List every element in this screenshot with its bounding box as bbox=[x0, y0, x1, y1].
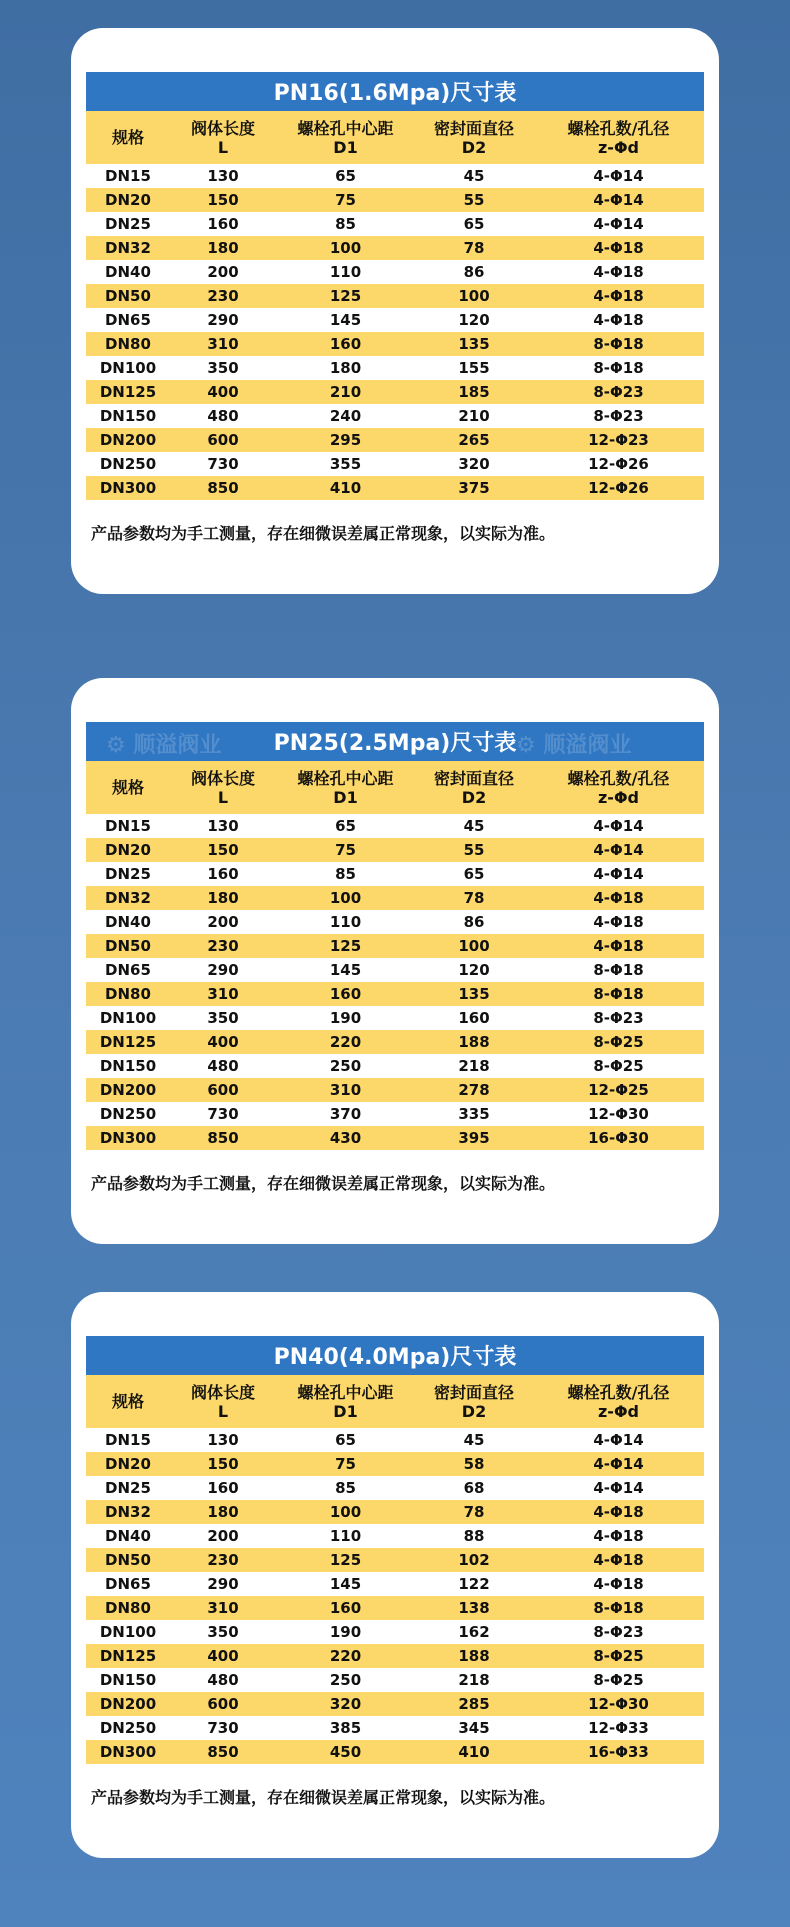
cell-bolt-holes: 4-Φ18 bbox=[593, 1575, 644, 1593]
cell-bolt-center: 385 bbox=[329, 1719, 362, 1737]
table-header bbox=[86, 761, 704, 814]
cell-length: 150 bbox=[207, 841, 239, 859]
cell-length: 160 bbox=[207, 215, 239, 233]
cell-bolt-center: 355 bbox=[329, 455, 362, 473]
table-row bbox=[86, 886, 704, 910]
cell-spec: DN300 bbox=[99, 1743, 157, 1761]
cell-bolt-holes: 8-Φ23 bbox=[593, 1623, 644, 1641]
cell-bolt-holes: 4-Φ18 bbox=[593, 889, 644, 907]
cell-spec: DN300 bbox=[99, 1129, 157, 1147]
cell-bolt-holes: 4-Φ14 bbox=[593, 1479, 644, 1497]
cell-bolt-holes: 4-Φ18 bbox=[593, 311, 644, 329]
cell-bolt-center: 110 bbox=[329, 263, 362, 281]
cell-bolt-holes: 12-Φ30 bbox=[588, 1105, 649, 1123]
spec-card-pn16 bbox=[71, 28, 719, 594]
cell-seal-diameter: 185 bbox=[458, 383, 490, 401]
cell-bolt-holes: 4-Φ14 bbox=[593, 215, 644, 233]
cell-bolt-holes: 12-Φ25 bbox=[588, 1081, 649, 1099]
cell-bolt-holes: 4-Φ18 bbox=[593, 913, 644, 931]
cell-seal-diameter: 45 bbox=[463, 1431, 485, 1449]
table-row bbox=[86, 1126, 704, 1150]
header-bolt-holes: 螺栓孔数/孔径 z-Φd bbox=[567, 1382, 670, 1421]
cell-length: 480 bbox=[207, 1671, 239, 1689]
table-row bbox=[86, 910, 704, 934]
cell-seal-diameter: 55 bbox=[463, 841, 485, 859]
cell-spec: DN80 bbox=[105, 335, 151, 353]
cell-bolt-center: 100 bbox=[329, 1503, 362, 1521]
cell-seal-diameter: 285 bbox=[458, 1695, 490, 1713]
cell-bolt-holes: 12-Φ23 bbox=[588, 431, 649, 449]
cell-bolt-center: 145 bbox=[329, 961, 362, 979]
header-spec: 规格 bbox=[111, 778, 144, 797]
cell-bolt-holes: 4-Φ18 bbox=[593, 1527, 644, 1545]
table-row bbox=[86, 260, 704, 284]
cell-spec: DN150 bbox=[99, 407, 157, 425]
cell-length: 850 bbox=[207, 479, 239, 497]
table-row bbox=[86, 1596, 704, 1620]
cell-bolt-center: 220 bbox=[329, 1033, 362, 1051]
cell-seal-diameter: 265 bbox=[458, 431, 490, 449]
cell-spec: DN100 bbox=[99, 1623, 157, 1641]
table-body bbox=[86, 1428, 704, 1764]
spec-card-pn40 bbox=[71, 1292, 719, 1858]
cell-bolt-center: 430 bbox=[329, 1129, 362, 1147]
cell-seal-diameter: 65 bbox=[463, 215, 485, 233]
cell-length: 230 bbox=[207, 287, 239, 305]
cell-bolt-center: 210 bbox=[329, 383, 362, 401]
cell-spec: DN125 bbox=[99, 1647, 157, 1665]
cell-bolt-center: 250 bbox=[329, 1057, 362, 1075]
cell-spec: DN25 bbox=[105, 215, 151, 233]
table-row bbox=[86, 1054, 704, 1078]
cell-seal-diameter: 100 bbox=[458, 937, 490, 955]
table-row bbox=[86, 1524, 704, 1548]
cell-bolt-center: 190 bbox=[329, 1009, 362, 1027]
cell-bolt-holes: 8-Φ25 bbox=[593, 1647, 644, 1665]
cell-bolt-center: 250 bbox=[329, 1671, 362, 1689]
cell-length: 850 bbox=[207, 1129, 239, 1147]
table-row bbox=[86, 332, 704, 356]
cell-bolt-holes: 8-Φ18 bbox=[593, 359, 644, 377]
table-row bbox=[86, 428, 704, 452]
cell-seal-diameter: 320 bbox=[458, 455, 490, 473]
cell-length: 310 bbox=[207, 985, 239, 1003]
cell-bolt-holes: 4-Φ14 bbox=[593, 167, 644, 185]
cell-bolt-holes: 8-Φ25 bbox=[593, 1033, 644, 1051]
cell-length: 350 bbox=[207, 1623, 239, 1641]
cell-bolt-center: 125 bbox=[329, 937, 362, 955]
table-row bbox=[86, 212, 704, 236]
cell-seal-diameter: 78 bbox=[463, 239, 485, 257]
watermark-logo: ⚙ 顺溢阀业 bbox=[106, 733, 222, 758]
cell-bolt-holes: 12-Φ30 bbox=[588, 1695, 649, 1713]
cell-seal-diameter: 335 bbox=[458, 1105, 490, 1123]
table-header bbox=[86, 1375, 704, 1428]
cell-spec: DN25 bbox=[105, 865, 151, 883]
table-row bbox=[86, 476, 704, 500]
cell-bolt-center: 190 bbox=[329, 1623, 362, 1641]
cell-length: 290 bbox=[207, 961, 239, 979]
table-row bbox=[86, 308, 704, 332]
cell-seal-diameter: 45 bbox=[463, 817, 485, 835]
table-title: PN16(1.6Mpa)尺寸表 bbox=[273, 81, 517, 106]
cell-length: 350 bbox=[207, 359, 239, 377]
cell-bolt-holes: 8-Φ18 bbox=[593, 961, 644, 979]
table-row bbox=[86, 1740, 704, 1764]
cell-bolt-center: 75 bbox=[335, 191, 356, 209]
header-bolt-holes: 螺栓孔数/孔径 z-Φd bbox=[567, 768, 670, 807]
cell-spec: DN50 bbox=[105, 1551, 151, 1569]
cell-spec: DN40 bbox=[105, 913, 151, 931]
table-row bbox=[86, 1548, 704, 1572]
cell-length: 850 bbox=[207, 1743, 239, 1761]
cell-spec: DN40 bbox=[105, 1527, 151, 1545]
cell-spec: DN250 bbox=[99, 1719, 157, 1737]
table-title-bar bbox=[86, 722, 704, 761]
cell-length: 600 bbox=[207, 1081, 239, 1099]
cell-bolt-holes: 4-Φ14 bbox=[593, 1431, 644, 1449]
table-row bbox=[86, 1692, 704, 1716]
cell-spec: DN300 bbox=[99, 479, 157, 497]
header-seal-diameter: 密封面直径 D2 bbox=[433, 1382, 514, 1421]
header-seal-diameter: 密封面直径 D2 bbox=[433, 118, 514, 157]
cell-bolt-center: 65 bbox=[335, 817, 356, 835]
cell-seal-diameter: 345 bbox=[458, 1719, 490, 1737]
cell-bolt-holes: 8-Φ25 bbox=[593, 1671, 644, 1689]
cell-bolt-center: 160 bbox=[329, 335, 362, 353]
cell-seal-diameter: 218 bbox=[458, 1057, 490, 1075]
cell-bolt-center: 410 bbox=[329, 479, 362, 497]
measurement-note: 产品参数均为手工测量，存在细微误差属正常现象，以实际为准。 bbox=[91, 1788, 556, 1807]
spec-table bbox=[86, 722, 704, 1150]
table-row bbox=[86, 1102, 704, 1126]
table-row bbox=[86, 1644, 704, 1668]
cell-seal-diameter: 162 bbox=[458, 1623, 490, 1641]
cell-bolt-center: 240 bbox=[329, 407, 362, 425]
table-title: PN25(2.5Mpa)尺寸表 bbox=[273, 731, 517, 756]
cell-length: 200 bbox=[207, 913, 239, 931]
cell-spec: DN32 bbox=[105, 239, 151, 257]
cell-bolt-holes: 8-Φ18 bbox=[593, 1599, 644, 1617]
cell-bolt-center: 320 bbox=[329, 1695, 362, 1713]
table-row bbox=[86, 1500, 704, 1524]
cell-bolt-center: 125 bbox=[329, 1551, 362, 1569]
cell-seal-diameter: 86 bbox=[463, 913, 485, 931]
cell-seal-diameter: 68 bbox=[463, 1479, 485, 1497]
table-title-bar bbox=[86, 72, 704, 111]
cell-length: 160 bbox=[207, 865, 239, 883]
cell-length: 200 bbox=[207, 1527, 239, 1545]
table-row bbox=[86, 236, 704, 260]
cell-length: 150 bbox=[207, 191, 239, 209]
cell-spec: DN50 bbox=[105, 287, 151, 305]
cell-bolt-holes: 4-Φ18 bbox=[593, 1551, 644, 1569]
cell-bolt-center: 450 bbox=[329, 1743, 362, 1761]
cell-length: 180 bbox=[207, 239, 239, 257]
cell-spec: DN250 bbox=[99, 455, 157, 473]
table-row bbox=[86, 380, 704, 404]
cell-bolt-center: 160 bbox=[329, 985, 362, 1003]
cell-bolt-center: 65 bbox=[335, 167, 356, 185]
cell-bolt-holes: 4-Φ14 bbox=[593, 865, 644, 883]
cell-seal-diameter: 88 bbox=[463, 1527, 485, 1545]
cell-length: 400 bbox=[207, 1647, 239, 1665]
cell-length: 400 bbox=[207, 1033, 239, 1051]
header-bolt-center: 螺栓孔中心距 D1 bbox=[297, 768, 394, 807]
cell-seal-diameter: 278 bbox=[458, 1081, 490, 1099]
cell-spec: DN100 bbox=[99, 1009, 157, 1027]
table-row bbox=[86, 982, 704, 1006]
cell-spec: DN200 bbox=[99, 1695, 157, 1713]
cell-seal-diameter: 375 bbox=[458, 479, 490, 497]
cell-seal-diameter: 395 bbox=[458, 1129, 490, 1147]
table-row bbox=[86, 934, 704, 958]
cell-spec: DN15 bbox=[105, 1431, 151, 1449]
measurement-note: 产品参数均为手工测量，存在细微误差属正常现象，以实际为准。 bbox=[91, 524, 556, 543]
header-spec: 规格 bbox=[111, 1392, 144, 1411]
cell-bolt-center: 145 bbox=[329, 311, 362, 329]
cell-length: 180 bbox=[207, 1503, 239, 1521]
table-row bbox=[86, 838, 704, 862]
table-title-bar bbox=[86, 1336, 704, 1375]
table-row bbox=[86, 1030, 704, 1054]
cell-length: 180 bbox=[207, 889, 239, 907]
table-row bbox=[86, 284, 704, 308]
cell-spec: DN65 bbox=[105, 311, 151, 329]
cell-spec: DN32 bbox=[105, 889, 151, 907]
cell-bolt-holes: 8-Φ23 bbox=[593, 1009, 644, 1027]
header-bolt-center: 螺栓孔中心距 D1 bbox=[297, 1382, 394, 1421]
cell-seal-diameter: 120 bbox=[458, 961, 490, 979]
cell-bolt-holes: 4-Φ18 bbox=[593, 1503, 644, 1521]
cell-length: 310 bbox=[207, 1599, 239, 1617]
cell-bolt-holes: 8-Φ25 bbox=[593, 1057, 644, 1075]
table-row bbox=[86, 164, 704, 188]
cell-spec: DN20 bbox=[105, 841, 151, 859]
cell-bolt-holes: 16-Φ30 bbox=[588, 1129, 649, 1147]
cell-seal-diameter: 210 bbox=[458, 407, 490, 425]
cell-length: 730 bbox=[207, 1719, 239, 1737]
table-row bbox=[86, 1078, 704, 1102]
cell-length: 350 bbox=[207, 1009, 239, 1027]
cell-bolt-center: 110 bbox=[329, 1527, 362, 1545]
cell-bolt-holes: 12-Φ26 bbox=[588, 479, 649, 497]
table-title: PN40(4.0Mpa)尺寸表 bbox=[273, 1345, 517, 1370]
cell-seal-diameter: 160 bbox=[458, 1009, 490, 1027]
cell-length: 150 bbox=[207, 1455, 239, 1473]
cell-bolt-holes: 4-Φ14 bbox=[593, 1455, 644, 1473]
table-row bbox=[86, 1428, 704, 1452]
cell-spec: DN32 bbox=[105, 1503, 151, 1521]
table-body bbox=[86, 814, 704, 1150]
cell-seal-diameter: 65 bbox=[463, 865, 485, 883]
cell-spec: DN150 bbox=[99, 1057, 157, 1075]
cell-length: 730 bbox=[207, 455, 239, 473]
cell-spec: DN250 bbox=[99, 1105, 157, 1123]
header-bolt-center: 螺栓孔中心距 D1 bbox=[297, 118, 394, 157]
cell-length: 290 bbox=[207, 311, 239, 329]
cell-seal-diameter: 78 bbox=[463, 1503, 485, 1521]
cell-bolt-holes: 4-Φ18 bbox=[593, 937, 644, 955]
cell-seal-diameter: 100 bbox=[458, 287, 490, 305]
cell-bolt-center: 100 bbox=[329, 889, 362, 907]
cell-bolt-center: 295 bbox=[329, 431, 362, 449]
table-row bbox=[86, 1006, 704, 1030]
cell-length: 480 bbox=[207, 407, 239, 425]
header-length: 阀体长度 L bbox=[190, 118, 255, 157]
cell-bolt-center: 180 bbox=[329, 359, 362, 377]
cell-bolt-holes: 8-Φ23 bbox=[593, 407, 644, 425]
cell-spec: DN50 bbox=[105, 937, 151, 955]
cell-seal-diameter: 188 bbox=[458, 1033, 490, 1051]
cell-bolt-holes: 12-Φ26 bbox=[588, 455, 649, 473]
cell-spec: DN20 bbox=[105, 1455, 151, 1473]
cell-seal-diameter: 78 bbox=[463, 889, 485, 907]
cell-seal-diameter: 102 bbox=[458, 1551, 490, 1569]
cell-length: 130 bbox=[207, 1431, 239, 1449]
cell-bolt-center: 75 bbox=[335, 1455, 356, 1473]
cell-bolt-center: 65 bbox=[335, 1431, 356, 1449]
cell-length: 400 bbox=[207, 383, 239, 401]
cell-spec: DN65 bbox=[105, 961, 151, 979]
cell-length: 130 bbox=[207, 167, 239, 185]
cell-seal-diameter: 58 bbox=[463, 1455, 485, 1473]
cell-length: 310 bbox=[207, 335, 239, 353]
table-row bbox=[86, 1716, 704, 1740]
cell-length: 600 bbox=[207, 431, 239, 449]
cell-spec: DN80 bbox=[105, 1599, 151, 1617]
cell-seal-diameter: 138 bbox=[458, 1599, 490, 1617]
table-row bbox=[86, 188, 704, 212]
cell-bolt-center: 310 bbox=[329, 1081, 362, 1099]
cell-bolt-center: 85 bbox=[335, 215, 356, 233]
cell-seal-diameter: 55 bbox=[463, 191, 485, 209]
cell-bolt-holes: 8-Φ18 bbox=[593, 335, 644, 353]
cell-seal-diameter: 135 bbox=[458, 335, 490, 353]
cell-length: 480 bbox=[207, 1057, 239, 1075]
header-length: 阀体长度 L bbox=[190, 768, 255, 807]
cell-seal-diameter: 188 bbox=[458, 1647, 490, 1665]
table-row bbox=[86, 356, 704, 380]
cell-spec: DN15 bbox=[105, 817, 151, 835]
table-row bbox=[86, 1668, 704, 1692]
header-seal-diameter: 密封面直径 D2 bbox=[433, 768, 514, 807]
spec-card-pn25 bbox=[71, 678, 719, 1244]
cell-seal-diameter: 122 bbox=[458, 1575, 490, 1593]
cell-spec: DN40 bbox=[105, 263, 151, 281]
table-row bbox=[86, 1572, 704, 1596]
cell-seal-diameter: 135 bbox=[458, 985, 490, 1003]
cell-bolt-center: 125 bbox=[329, 287, 362, 305]
table-row bbox=[86, 1452, 704, 1476]
cell-seal-diameter: 45 bbox=[463, 167, 485, 185]
cell-spec: DN80 bbox=[105, 985, 151, 1003]
cell-bolt-holes: 4-Φ14 bbox=[593, 191, 644, 209]
table-row bbox=[86, 862, 704, 886]
header-length: 阀体长度 L bbox=[190, 1382, 255, 1421]
header-bolt-holes: 螺栓孔数/孔径 z-Φd bbox=[567, 118, 670, 157]
cell-spec: DN100 bbox=[99, 359, 157, 377]
cell-bolt-center: 370 bbox=[329, 1105, 362, 1123]
table-row bbox=[86, 958, 704, 982]
cell-bolt-holes: 16-Φ33 bbox=[588, 1743, 649, 1761]
cell-spec: DN150 bbox=[99, 1671, 157, 1689]
cell-length: 200 bbox=[207, 263, 239, 281]
cell-spec: DN125 bbox=[99, 1033, 157, 1051]
cell-bolt-center: 100 bbox=[329, 239, 362, 257]
cell-length: 130 bbox=[207, 817, 239, 835]
cell-bolt-center: 160 bbox=[329, 1599, 362, 1617]
table-header bbox=[86, 111, 704, 164]
cell-bolt-center: 145 bbox=[329, 1575, 362, 1593]
table-row bbox=[86, 1620, 704, 1644]
cell-bolt-center: 85 bbox=[335, 1479, 356, 1497]
table-row bbox=[86, 814, 704, 838]
cell-length: 600 bbox=[207, 1695, 239, 1713]
cell-bolt-holes: 4-Φ14 bbox=[593, 817, 644, 835]
cell-length: 160 bbox=[207, 1479, 239, 1497]
cell-bolt-holes: 8-Φ23 bbox=[593, 383, 644, 401]
cell-spec: DN15 bbox=[105, 167, 151, 185]
cell-bolt-center: 85 bbox=[335, 865, 356, 883]
cell-spec: DN125 bbox=[99, 383, 157, 401]
table-row bbox=[86, 404, 704, 428]
cell-bolt-holes: 4-Φ18 bbox=[593, 239, 644, 257]
spec-table bbox=[86, 72, 704, 500]
table-body bbox=[86, 164, 704, 500]
cell-bolt-holes: 8-Φ18 bbox=[593, 985, 644, 1003]
cell-length: 290 bbox=[207, 1575, 239, 1593]
measurement-note: 产品参数均为手工测量，存在细微误差属正常现象，以实际为准。 bbox=[91, 1174, 556, 1193]
cell-spec: DN200 bbox=[99, 1081, 157, 1099]
cell-bolt-holes: 4-Φ18 bbox=[593, 263, 644, 281]
header-spec: 规格 bbox=[111, 128, 144, 147]
table-row bbox=[86, 1476, 704, 1500]
cell-spec: DN20 bbox=[105, 191, 151, 209]
spec-table bbox=[86, 1336, 704, 1764]
cell-seal-diameter: 410 bbox=[458, 1743, 490, 1761]
cell-bolt-holes: 4-Φ18 bbox=[593, 287, 644, 305]
cell-length: 230 bbox=[207, 1551, 239, 1569]
cell-spec: DN65 bbox=[105, 1575, 151, 1593]
cell-spec: DN200 bbox=[99, 431, 157, 449]
cell-bolt-center: 75 bbox=[335, 841, 356, 859]
table-row bbox=[86, 452, 704, 476]
cell-spec: DN25 bbox=[105, 1479, 151, 1497]
cell-bolt-holes: 4-Φ14 bbox=[593, 841, 644, 859]
cell-bolt-center: 110 bbox=[329, 913, 362, 931]
watermark-logo: ⚙ 顺溢阀业 bbox=[516, 733, 632, 758]
cell-seal-diameter: 86 bbox=[463, 263, 485, 281]
cell-seal-diameter: 218 bbox=[458, 1671, 490, 1689]
cell-bolt-holes: 12-Φ33 bbox=[588, 1719, 649, 1737]
cell-seal-diameter: 155 bbox=[458, 359, 490, 377]
cell-seal-diameter: 120 bbox=[458, 311, 490, 329]
cell-length: 730 bbox=[207, 1105, 239, 1123]
cell-length: 230 bbox=[207, 937, 239, 955]
cell-bolt-center: 220 bbox=[329, 1647, 362, 1665]
